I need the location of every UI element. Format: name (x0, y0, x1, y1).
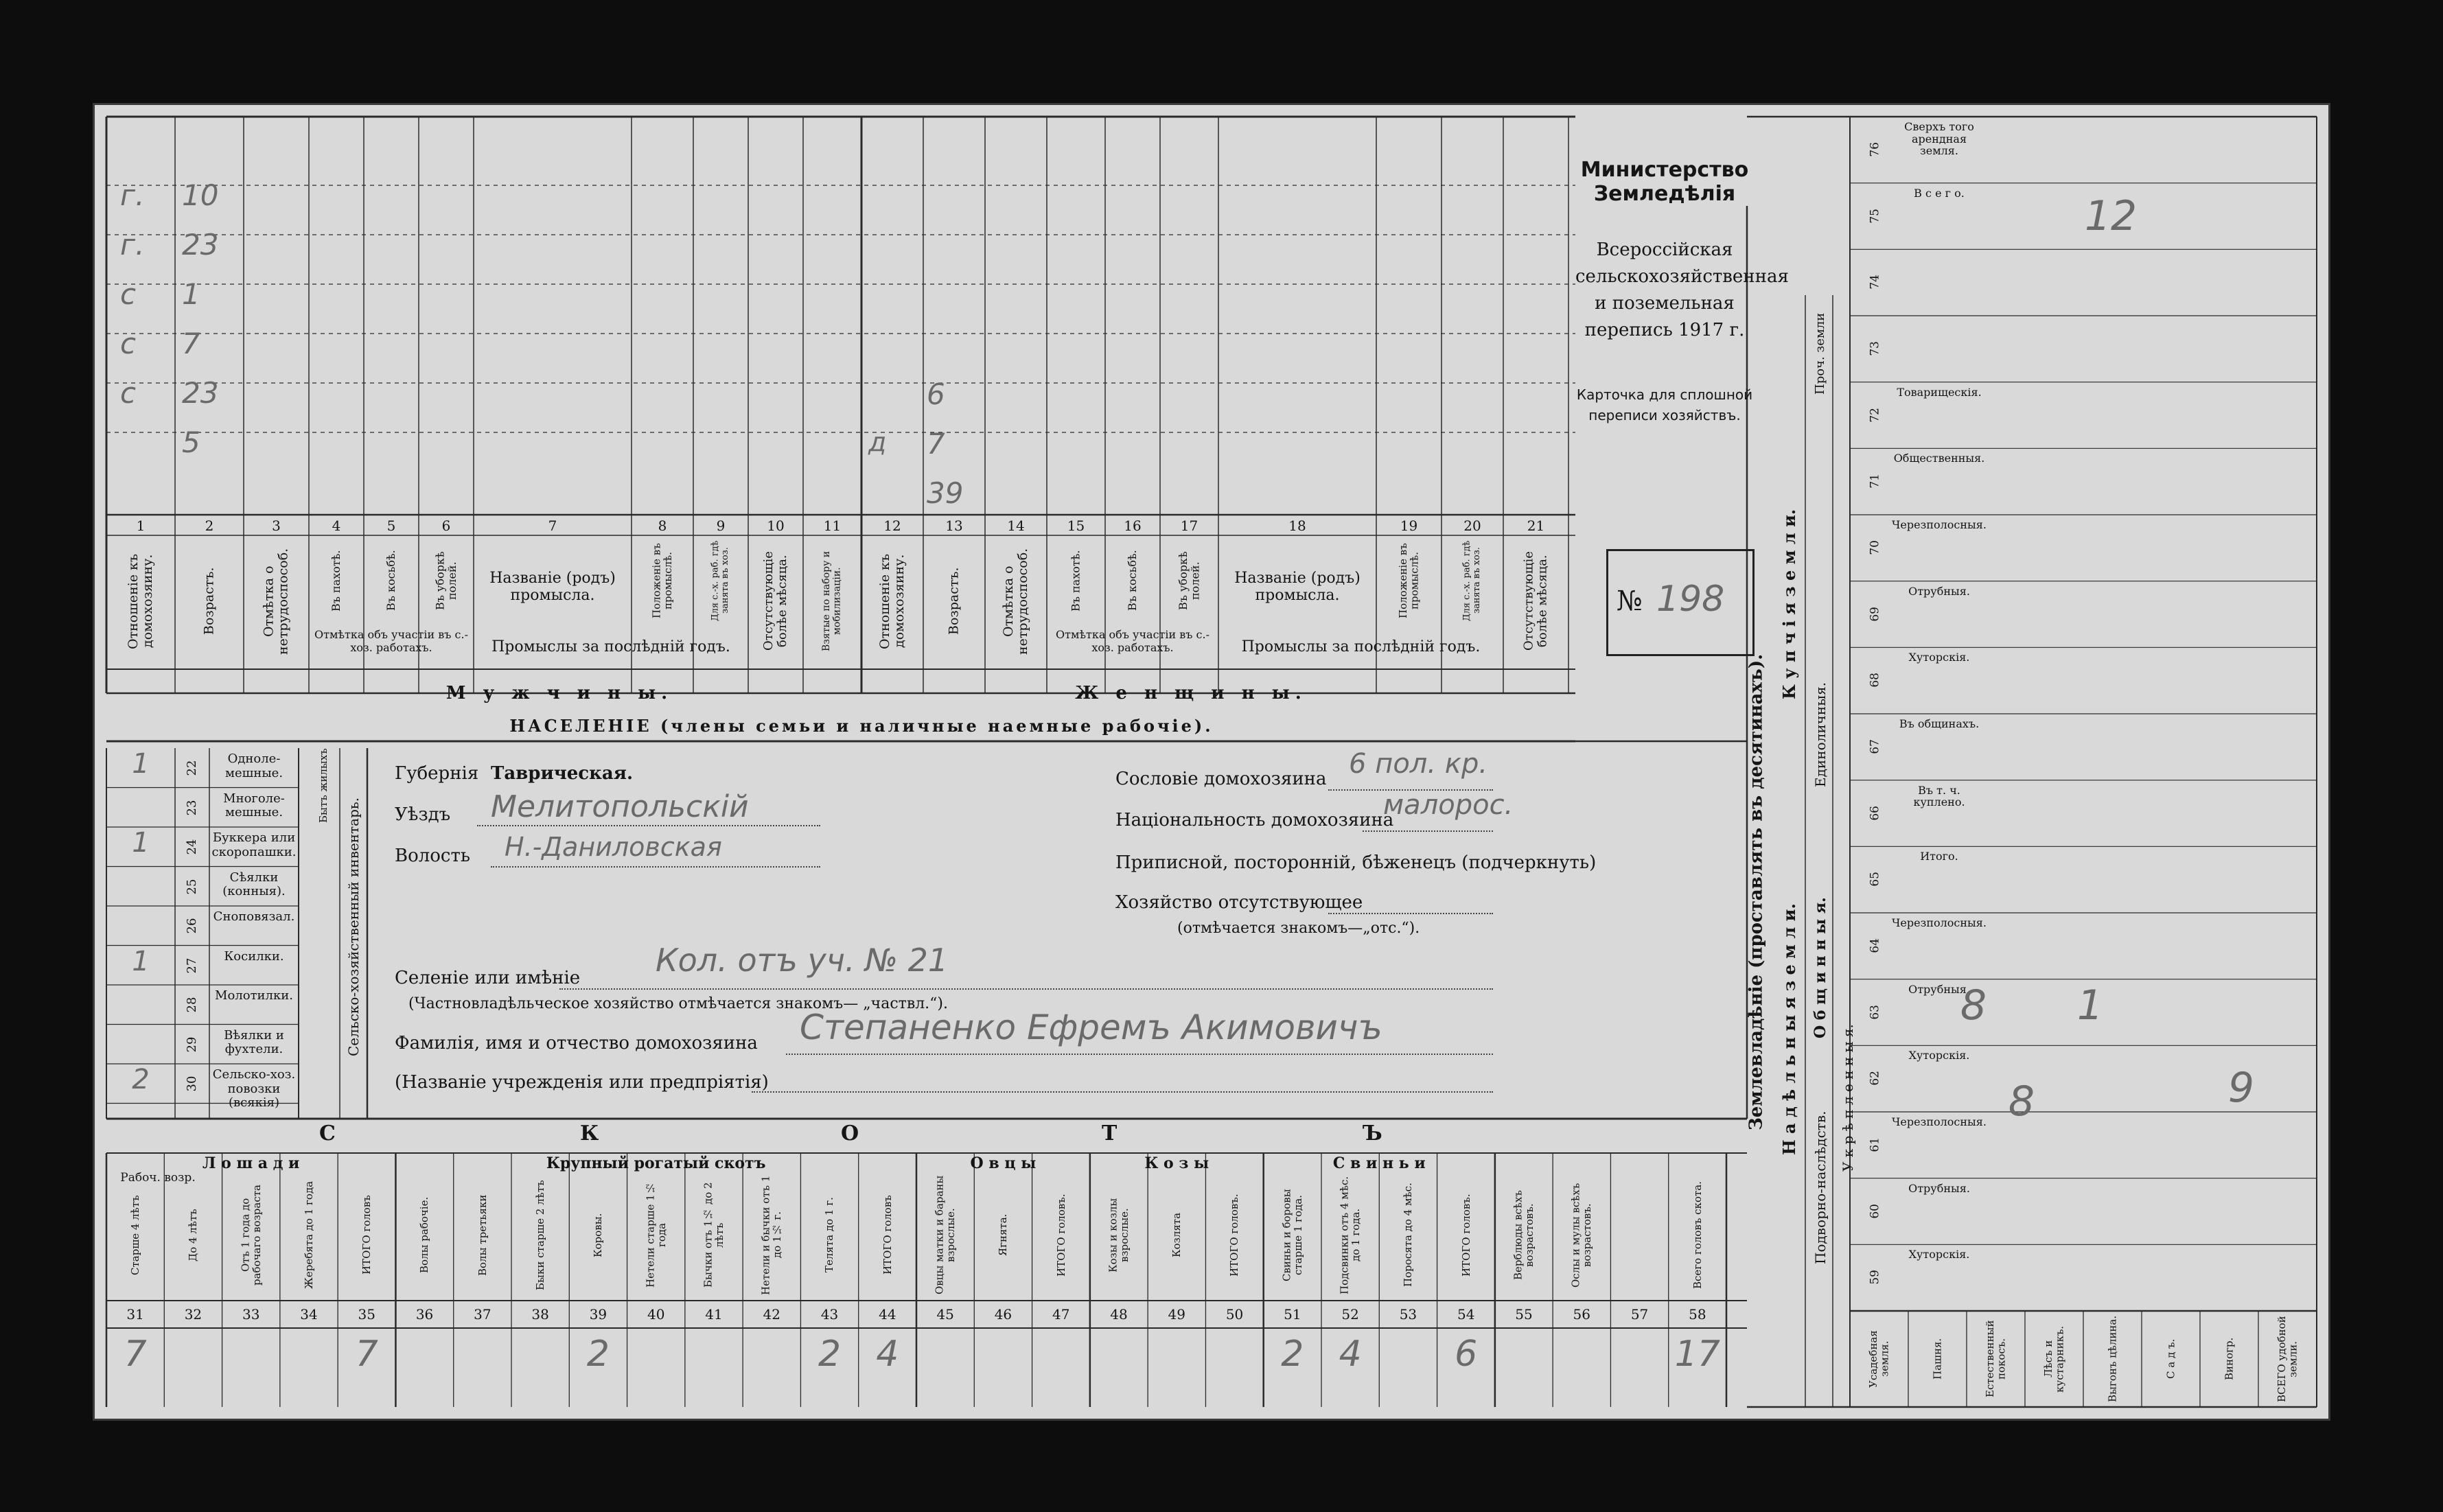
land-col-label: Итого. (1920, 850, 1958, 863)
land-kupch-label: К у п ч і я з е м л и. (1779, 509, 1799, 699)
land-col-label (1891, 253, 1987, 313)
livestock-col-num: 31 (126, 1306, 144, 1323)
land-col-num: 60 (1868, 1204, 1882, 1219)
land-col-num: 67 (1868, 739, 1882, 755)
inventory-row-label: Одноле-мешные. (224, 752, 283, 780)
livestock-col-header: ИТОГО головъ (881, 1195, 894, 1275)
population-col-num: 21 (1527, 517, 1545, 534)
volost-value: Н.-Даниловская (505, 832, 722, 862)
livestock-col-value: 6 (1455, 1334, 1478, 1375)
livestock-col-header: Бычки отъ 1½ до 2 лѣтъ (702, 1182, 726, 1288)
women-relation (868, 476, 923, 517)
land-col-label: Хуторскія. (1908, 1248, 1970, 1261)
census-card (93, 103, 2330, 1421)
card-subtitle: Карточка для сплошной переписи хозяйствъ. (1576, 386, 1753, 423)
livestock-col-header: ИТОГО головъ. (1054, 1194, 1067, 1277)
livestock-col-value (1032, 1334, 1090, 1395)
livestock-group-label: Л о ш а д и (202, 1154, 300, 1172)
livestock-col-header: Нетели старше 1½ года (644, 1182, 668, 1288)
land-col-num: 68 (1868, 673, 1882, 688)
population-col-num: 2 (205, 517, 214, 534)
livestock-col-num: 49 (1168, 1306, 1185, 1323)
uezd-line (477, 825, 820, 826)
land-col-num: 62 (1868, 1071, 1882, 1086)
livestock-col-header: Телята до 1 г. (823, 1197, 836, 1273)
estate-value: 6 пол. кр. (1349, 748, 1488, 780)
population-col-header: Положеніе въ промыслѣ. (650, 543, 674, 618)
livestock-col-value (454, 1334, 511, 1395)
population-banner: НАСЕЛЕНІЕ (члены семьи и наличные наемные рабочіе). (509, 716, 1214, 736)
inventory-row-value: 1 (132, 748, 150, 780)
land-row-label: Усадебная земля. (1867, 1330, 1891, 1388)
gubernia-value: Таврическая. (491, 763, 634, 784)
livestock-group-label: Крупный рогатый скотъ (546, 1154, 766, 1172)
men-age: 5 (182, 426, 200, 459)
population-col-num: 20 (1463, 517, 1481, 534)
livestock-col-num: 34 (300, 1306, 318, 1323)
men-age: 1 (182, 277, 200, 311)
inventory-row-label: Сельско-хоз. повозки (всякія) (212, 1067, 296, 1110)
livestock-col-header: Козы и козлы взрослые. (1107, 1198, 1131, 1272)
land-col-label: Товарищескія. (1897, 385, 1982, 399)
estate-label: Сословіе домохозяина (1115, 769, 1327, 789)
land-col-label: Хуторскія. (1908, 1049, 1970, 1062)
inventory-row-num: 26 (185, 918, 200, 934)
livestock-col-header: Подсвинки отъ 4 мѣс. до 1 года. (1338, 1176, 1363, 1294)
livestock-col-value (1610, 1334, 1668, 1395)
population-col-num: 12 (883, 517, 901, 534)
men-relation: г. (120, 228, 145, 261)
land-col-label: Въ общинахъ. (1899, 717, 1980, 730)
livestock-col-num: 52 (1341, 1306, 1359, 1323)
livestock-col-num: 40 (647, 1306, 665, 1323)
land-col-num: 70 (1868, 540, 1882, 556)
land-col-num: 64 (1868, 938, 1882, 954)
participation-header: Отмѣтка объ участіи въ с.-хоз. работахъ. (314, 628, 468, 654)
population-col-header: Въ уборкѣ полей. (1176, 551, 1202, 610)
women-age: 7 (927, 427, 945, 461)
population-col-header: Возрастъ. (946, 567, 962, 636)
inventory-row-num: 24 (185, 839, 200, 855)
land-col-num: 76 (1868, 142, 1882, 158)
land-col-label: Въ т. ч. куплено. (1913, 783, 1965, 809)
private-note: (Частновладѣльческое хозяйство отмѣчается знакомъ— „частвл.“). (408, 995, 948, 1012)
livestock-col-value (1495, 1334, 1553, 1395)
livestock-col-header: Овцы матки и бараны взрослые. (933, 1175, 958, 1295)
livestock-col-num: 48 (1110, 1306, 1128, 1323)
inventory-row-num: 29 (185, 1036, 200, 1052)
population-col-header: Отношеніе къ домохозяину. (877, 553, 907, 649)
livestock-col-header: Коровы. (592, 1213, 605, 1257)
inventory-row-value: 2 (132, 1064, 150, 1095)
institution-line (752, 1091, 1493, 1093)
horses-subheader: Рабоч. возр. (120, 1171, 196, 1185)
land-col-num: 59 (1868, 1270, 1882, 1286)
land-row-label: Виногр. (2223, 1337, 2236, 1381)
livestock-banner-letter: К (580, 1121, 599, 1145)
men-relation (120, 426, 175, 467)
livestock-col-value: 2 (586, 1334, 610, 1375)
men-relation: с (120, 376, 137, 410)
land-ukrepl-label: У к р ѣ п л е н н ы я. (1840, 1024, 1856, 1172)
livestock-col-num: 37 (474, 1306, 491, 1323)
absent-line (1328, 913, 1493, 914)
livestock-col-header: Козлята (1170, 1212, 1183, 1258)
livestock-col-value (222, 1334, 280, 1395)
land-col-num: 71 (1868, 474, 1882, 489)
livestock-col-num: 50 (1225, 1306, 1244, 1323)
livestock-col-value (1205, 1334, 1263, 1395)
population-col-header: Въ уборкѣ полей. (433, 551, 459, 610)
land-entry-value: 8 (1960, 981, 1987, 1030)
inventory-row-num: 23 (185, 799, 200, 815)
trades-year-header: Промыслы за послѣдній годъ. (491, 638, 730, 655)
population-col-num: 1 (136, 517, 146, 534)
livestock-col-num: 43 (820, 1306, 839, 1323)
livestock-col-num: 58 (1689, 1306, 1706, 1323)
nationality-line (1363, 830, 1493, 832)
livestock-col-num: 36 (415, 1306, 434, 1323)
livestock-col-num: 33 (242, 1306, 260, 1323)
livestock-col-header: Старше 4 лѣтъ (128, 1195, 141, 1275)
population-col-header: Отмѣтка о нетрудоспособ. (261, 548, 291, 655)
livestock-col-value (1553, 1334, 1610, 1395)
livestock-col-header: Поросята до 4 мѣс. (1402, 1183, 1415, 1288)
livestock-col-value: 7 (124, 1334, 147, 1375)
inventory-row-num: 27 (185, 957, 200, 973)
land-col-num: 72 (1868, 408, 1882, 423)
participation-header: Отмѣтка объ участіи въ с.-хоз. работахъ. (1055, 628, 1209, 654)
women-label: Ж е н щ и н ы. (1075, 683, 1307, 703)
livestock-col-num: 35 (358, 1306, 375, 1323)
men-relation: с (120, 277, 137, 311)
livestock-col-value (685, 1334, 743, 1395)
population-col-header: Отсутствующіе болѣе мѣсяца. (1521, 551, 1550, 651)
card-number-box (1606, 549, 1755, 656)
livestock-col-header: Верблюды всѣхъ возрастовъ. (1512, 1190, 1536, 1280)
livestock-col-header: ИТОГО головъ. (1459, 1194, 1472, 1277)
livestock-col-value (916, 1334, 974, 1395)
livestock-col-value: 17 (1674, 1334, 1720, 1375)
inventory-row-label: Сѣялки (конныя). (222, 870, 286, 899)
livestock-col-value (974, 1334, 1032, 1395)
land-col-num: 74 (1868, 275, 1882, 290)
population-col-num: 11 (823, 517, 842, 534)
land-proch-label: Проч. земли (1813, 312, 1828, 395)
men-label: М у ж ч и н ы. (445, 683, 673, 703)
village-value: Кол. отъ уч. № 21 (656, 942, 949, 979)
livestock-col-header: До 4 лѣтъ (187, 1209, 200, 1261)
land-row-label: С а д ъ. (2164, 1338, 2177, 1380)
livestock-col-num: 39 (589, 1306, 607, 1323)
population-col-header: Въ косьбѣ. (384, 550, 398, 612)
inventory-row-num: 22 (185, 760, 200, 776)
owner-value: Степаненко Ефремъ Акимовичъ (800, 1008, 1382, 1047)
land-nadel-label: Н а д ѣ л ь н ы я з е м л и. (1779, 903, 1799, 1156)
land-col-label: Черезполосныя. (1892, 1115, 1987, 1128)
land-main-title: Землевладѣніе (проставлять въ десятинахъ). (1746, 653, 1767, 1131)
livestock-col-header: Ослы и мулы всѣхъ возрастовъ. (1569, 1183, 1594, 1288)
livestock-col-num: 42 (763, 1306, 780, 1323)
livestock-col-value: 4 (876, 1334, 899, 1375)
land-row-label: ВСЕГО удобной земли. (2276, 1316, 2300, 1402)
owner-label: Фамилія, имя и отчество домохозяина (395, 1033, 758, 1054)
number-sign: № (1617, 585, 1643, 617)
land-col-label (1891, 320, 1987, 380)
livestock-col-num: 57 (1630, 1306, 1649, 1323)
registry-label: Приписной, посторонній, бѣженецъ (подчеркнуть) (1115, 852, 1597, 873)
population-col-num: 18 (1288, 517, 1306, 534)
population-col-num: 19 (1400, 517, 1418, 534)
livestock-col-value (395, 1334, 453, 1395)
livestock-col-num: 56 (1573, 1306, 1590, 1323)
livestock-col-header: ИТОГО головъ. (1228, 1194, 1241, 1277)
population-col-num: 6 (441, 517, 451, 534)
land-col-num: 73 (1868, 341, 1882, 357)
population-col-num: 15 (1067, 517, 1085, 534)
population-col-header: Положеніе въ промыслѣ. (1397, 543, 1421, 618)
land-col-num: 66 (1868, 806, 1882, 821)
livestock-col-num: 51 (1284, 1306, 1301, 1323)
population-col-header: Возрастъ. (201, 567, 217, 636)
land-col-label: Отрубныя. (1908, 584, 1970, 598)
land-col-label: Отрубныя. (1908, 1181, 1970, 1195)
livestock-col-value (627, 1334, 685, 1395)
trades-year-header: Промыслы за послѣдній годъ. (1241, 638, 1481, 655)
men-age: 7 (182, 327, 200, 360)
uezd-label: Уѣздъ (395, 804, 451, 825)
inventory-row-value (113, 788, 168, 828)
livestock-col-header: Отъ 1 года до рабочаго возраста (239, 1185, 263, 1286)
gubernia-label: Губернія (395, 763, 479, 784)
card-number: 198 (1656, 579, 1725, 620)
absent-note: (отмѣчается знакомъ—„отс.“). (1177, 920, 1420, 937)
livestock-col-value (1379, 1334, 1437, 1395)
population-col-header: Отношеніе къ домохозяину. (126, 553, 155, 649)
census-title: Всероссійская сельскохозяйственная и поземельная перепись 1917 г. (1575, 240, 1789, 340)
land-col-label: Черезполосныя. (1892, 916, 1987, 929)
nationality-label: Національность домохозяина (1115, 810, 1394, 830)
inventory-row-value (113, 1025, 168, 1065)
livestock-col-header: Быки старше 2 лѣтъ (533, 1180, 546, 1290)
livestock-col-header: ИТОГО головъ (360, 1195, 373, 1275)
land-row-label: Пашня. (1931, 1338, 1944, 1380)
livestock-col-header (1610, 1174, 1668, 1296)
livestock-col-header: Нетели и бычки отъ 1 до 1½ г. (759, 1175, 784, 1295)
volost-label: Волость (395, 846, 471, 866)
village-line (559, 988, 1493, 990)
population-col-header: Отсутствующіе болѣе мѣсяца. (761, 551, 789, 651)
livestock-col-value (1090, 1334, 1148, 1395)
livestock-banner-letter: Т (1102, 1121, 1118, 1145)
population-col-num: 5 (386, 517, 396, 534)
population-col-num: 17 (1180, 517, 1199, 534)
inventory-row-value (113, 906, 168, 946)
livestock-group-label: О в ц ы (970, 1154, 1037, 1172)
livestock-banner-letter: О (841, 1121, 859, 1145)
population-col-num: 16 (1124, 517, 1142, 534)
population-col-header: Для с.-х. раб. гдѣ занята въ хоз. (1461, 540, 1482, 621)
population-col-header: Въ косьбѣ. (1126, 550, 1139, 612)
land-col-num: 69 (1868, 607, 1882, 622)
absent-label: Хозяйство отсутствующее (1115, 892, 1363, 913)
population-col-num: 13 (945, 517, 963, 534)
men-age: 23 (182, 228, 219, 261)
nationality-value: малорос. (1383, 789, 1514, 821)
livestock-col-value (1148, 1334, 1205, 1395)
land-col-label: Отрубныя. (1908, 982, 1970, 996)
land-row-label: Естественный покосъ. (1984, 1320, 2008, 1398)
population-col-header: Въ пахотѣ. (329, 550, 343, 612)
livestock-col-num: 45 (936, 1306, 954, 1323)
land-entry-value: 1 (2076, 981, 2104, 1030)
trade-name-header: Названіе (родъ) промысла. (489, 570, 616, 604)
population-col-header: Для с.-х. раб. гдѣ занята въ хоз. (710, 540, 730, 621)
men-relation: г. (120, 178, 145, 212)
livestock-col-header: Всего головъ скота. (1691, 1181, 1704, 1289)
inventory-side-label: Сельско-хозяйственный инвентарь. (345, 797, 362, 1056)
land-podvor-label: Подворно-наслѣдств. (1812, 1110, 1829, 1264)
inventory-row-value: 1 (132, 945, 150, 977)
inventory-work-label: Бытъ жилыхъ (316, 748, 329, 824)
livestock-col-num: 55 (1515, 1306, 1533, 1323)
population-col-num: 8 (658, 517, 667, 534)
livestock-col-header: Жеребята до 1 года (302, 1180, 315, 1290)
livestock-col-value: 2 (1281, 1334, 1304, 1375)
land-row-label: Лѣсъ и кустарникъ. (2042, 1325, 2066, 1393)
livestock-col-value (743, 1334, 800, 1395)
inventory-row-label: Сноповязал. (213, 909, 295, 924)
population-col-num: 3 (272, 517, 281, 534)
ministry-title: Министерство Земледѣлія (1580, 158, 1749, 206)
livestock-col-header: Волы третьяки (476, 1194, 489, 1276)
land-col-label: Сверхъ того арендная земля. (1904, 120, 1974, 158)
livestock-col-num: 47 (1052, 1306, 1070, 1323)
livestock-col-header: Ягнята. (997, 1213, 1010, 1257)
inventory-row-num: 30 (185, 1075, 200, 1092)
livestock-col-num: 44 (879, 1306, 896, 1323)
livestock-col-value (280, 1334, 338, 1395)
livestock-col-num: 32 (184, 1306, 202, 1323)
men-age: 10 (182, 178, 219, 212)
men-relation: с (120, 327, 137, 360)
land-col-num: 75 (1868, 209, 1882, 224)
population-col-header: Отмѣтка о нетрудоспособ. (1001, 548, 1030, 655)
population-col-header: Взятые по набору и мобилизаціи. (821, 550, 843, 652)
inventory-row-value (113, 867, 168, 907)
livestock-col-value: 2 (818, 1334, 842, 1375)
population-col-num: 10 (767, 517, 785, 534)
inventory-row-label: Молотилки. (215, 988, 293, 1003)
land-entry-value: 12 (2084, 192, 2138, 240)
livestock-group-label: К о з ы (1144, 1154, 1209, 1172)
livestock-col-value: 7 (355, 1334, 378, 1375)
inventory-row-value (113, 985, 168, 1025)
inventory-row-label: Буккера или скоропашки. (211, 830, 297, 859)
uezd-value: Мелитопольскій (491, 789, 749, 824)
land-col-label: Черезполосныя. (1892, 518, 1987, 531)
land-entry-value: 9 (2227, 1064, 2255, 1112)
land-obshch-label: О б щ и н н ы я. (1811, 897, 1829, 1038)
population-col-num: 9 (716, 517, 726, 534)
livestock-col-header: Волы рабочіе. (418, 1196, 431, 1274)
population-col-num: 4 (332, 517, 341, 534)
livestock-group-label: С в и н ь и (1332, 1154, 1426, 1172)
land-row-label: Выгонъ цѣлина. (2106, 1315, 2119, 1403)
owner-line (786, 1054, 1493, 1055)
population-col-num: 7 (548, 517, 557, 534)
inventory-row-value: 1 (132, 827, 150, 859)
land-col-label: В с е г о. (1914, 186, 1965, 200)
livestock-banner-letter: Ъ (1363, 1121, 1382, 1145)
livestock-col-num: 38 (531, 1306, 549, 1323)
livestock-col-num: 54 (1457, 1306, 1475, 1323)
women-age: 6 (927, 377, 945, 411)
land-entry-value: 8 (2008, 1078, 2035, 1126)
women-relation (868, 377, 923, 419)
inventory-row-num: 25 (185, 878, 200, 894)
livestock-col-num: 46 (994, 1306, 1012, 1323)
population-col-num: 14 (1007, 517, 1025, 534)
livestock-banner-letter: С (319, 1121, 336, 1145)
women-relation: д (868, 427, 887, 457)
institution-label: (Названіе учрежденія или предпріятія) (395, 1072, 769, 1093)
livestock-col-value: 4 (1339, 1334, 1362, 1375)
livestock-col-num: 53 (1399, 1306, 1417, 1323)
women-age: 39 (927, 476, 964, 510)
village-label: Селеніе или имѣніе (395, 968, 581, 988)
livestock-col-value (164, 1334, 222, 1395)
trade-name-header: Названіе (родъ) промысла. (1234, 570, 1361, 604)
land-col-num: 63 (1868, 1005, 1882, 1020)
inventory-row-label: Вѣялки и фухтели. (224, 1027, 284, 1057)
land-edinol-label: Единоличныя. (1812, 682, 1829, 787)
volost-line (491, 866, 820, 868)
population-col-header: Въ пахотѣ. (1069, 550, 1082, 612)
inventory-row-label: Косилки. (224, 949, 284, 964)
inventory-row-label: Многоле-мешные. (223, 791, 285, 820)
men-age: 23 (182, 376, 219, 410)
livestock-col-value (511, 1334, 569, 1395)
land-col-label: Общественныя. (1893, 452, 1985, 465)
livestock-col-header: Свиньи и боровы старше 1 года. (1280, 1189, 1304, 1281)
livestock-col-num: 41 (705, 1306, 723, 1323)
inventory-row-num: 28 (185, 997, 200, 1013)
land-col-label: Хуторскія. (1908, 651, 1970, 664)
land-col-num: 65 (1868, 872, 1882, 887)
land-col-num: 61 (1868, 1137, 1882, 1153)
